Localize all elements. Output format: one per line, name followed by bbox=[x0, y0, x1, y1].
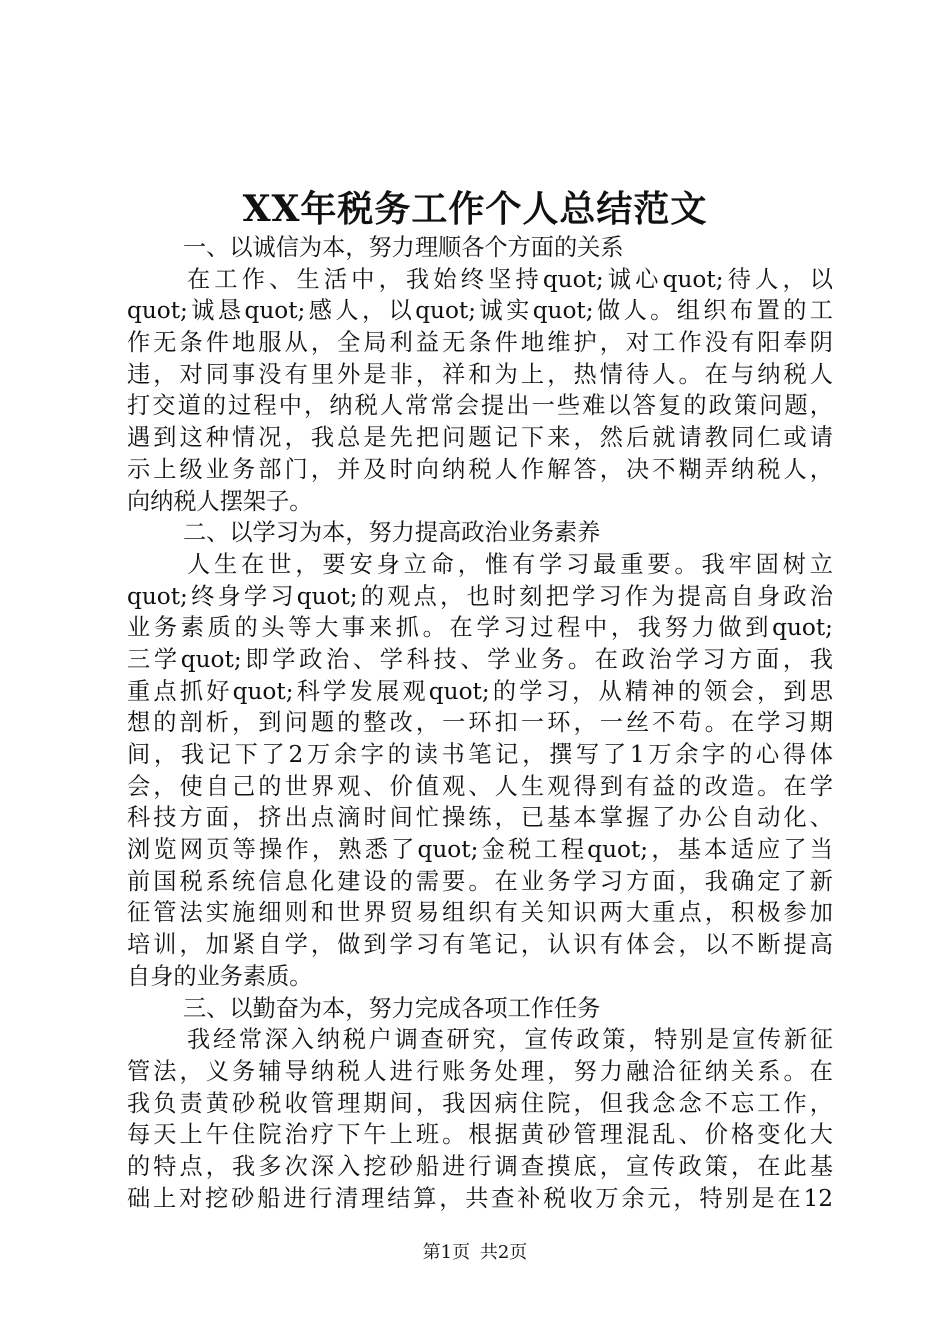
paragraph-line: 人生在世，要安身立命，惟有学习最重要。我牢固树立 bbox=[187, 550, 833, 578]
paragraph-line: 打交道的过程中，纳税人常常会提出一些难以答复的政策问题， bbox=[127, 392, 833, 420]
paragraph-line: 三学quot;即学政治、学科技、学业务。在政治学习方面，我 bbox=[127, 645, 833, 673]
paragraph-line: 我负责黄砂税收管理期间，我因病住院，但我念念不忘工作， bbox=[127, 1089, 833, 1117]
page-total: 共2页 bbox=[479, 1242, 528, 1263]
paragraph-line: 科技方面，挤出点滴时间忙操练，已基本掌握了办公自动化、 bbox=[127, 804, 833, 832]
paragraph-line: 每天上午住院治疗下午上班。根据黄砂管理混乱、价格变化大 bbox=[127, 1121, 833, 1149]
document-title: XX年税务工作个人总结范文 bbox=[242, 188, 708, 230]
paragraph-line: 想的剖析，到问题的整改，一环扣一环，一丝不苟。在学习期 bbox=[127, 709, 833, 737]
paragraph-line: quot;诚恳quot;感人，以quot;诚实quot;做人。组织布置的工 bbox=[127, 297, 833, 325]
paragraph-line: 自身的业务素质。 bbox=[127, 962, 313, 990]
paragraph-line: 征管法实施细则和世界贸易组织有关知识两大重点，积极参加 bbox=[127, 899, 833, 927]
paragraph-line: 遇到这种情况，我总是先把问题记下来，然后就请教同仁或请 bbox=[127, 424, 833, 452]
paragraph-line: 的特点，我多次深入挖砂船进行调查摸底，宣传政策，在此基 bbox=[127, 1152, 833, 1180]
paragraph-line: 重点抓好quot;科学发展观quot;的学习，从精神的领会，到思 bbox=[127, 677, 833, 705]
paragraph-line: 违，对同事没有里外是非，祥和为上，热情待人。在与纳税人 bbox=[127, 360, 833, 388]
paragraph-line: 在工作、生活中，我始终坚持quot;诚心quot;待人，以 bbox=[187, 265, 833, 293]
paragraph-line: 业务素质的头等大事来抓。在学习过程中，我努力做到quot; bbox=[127, 614, 833, 642]
document-body bbox=[127, 232, 833, 1214]
paragraph-line: 间，我记下了2万余字的读书笔记，撰写了1万余字的心得体 bbox=[127, 741, 833, 768]
paragraph-line: 示上级业务部门，并及时向纳税人作解答，决不糊弄纳税人， bbox=[127, 455, 833, 483]
paragraph-line: 作无条件地服从，全局利益无条件地维护，对工作没有阳奉阴 bbox=[127, 329, 833, 357]
section-heading: 二、以学习为本，努力提高政治业务素养 bbox=[183, 519, 601, 547]
paragraph-line: 浏览网页等操作，熟悉了quot;金税工程quot;，基本适应了当 bbox=[127, 836, 833, 864]
paragraph-line: 会，使自己的世界观、价值观、人生观得到有益的改造。在学 bbox=[127, 772, 833, 800]
section-heading: 一、以诚信为本，努力理顺各个方面的关系 bbox=[183, 234, 624, 261]
paragraph-line: 管法，义务辅导纳税人进行账务处理，努力融洽征纳关系。在 bbox=[127, 1057, 833, 1085]
paragraph-line: 培训，加紧自学，做到学习有笔记，认识有体会，以不断提高 bbox=[127, 931, 833, 959]
section-heading: 三、以勤奋为本，努力完成各项工作任务 bbox=[183, 994, 601, 1022]
paragraph-line: quot;终身学习quot;的观点，也时刻把学习作为提高自身政治 bbox=[127, 582, 833, 610]
paragraph-line: 向纳税人摆架子。 bbox=[127, 487, 313, 515]
paragraph-line: 础上对挖砂船进行清理结算，共查补税收万余元，特别是在12 bbox=[127, 1184, 833, 1212]
page-number: 第1页 bbox=[422, 1242, 471, 1263]
paragraph-line: 我经常深入纳税户调查研究，宣传政策，特别是宣传新征 bbox=[187, 1026, 833, 1054]
paragraph-line: 前国税系统信息化建设的需要。在业务学习方面，我确定了新 bbox=[127, 867, 833, 895]
page-footer bbox=[0, 1240, 950, 1266]
